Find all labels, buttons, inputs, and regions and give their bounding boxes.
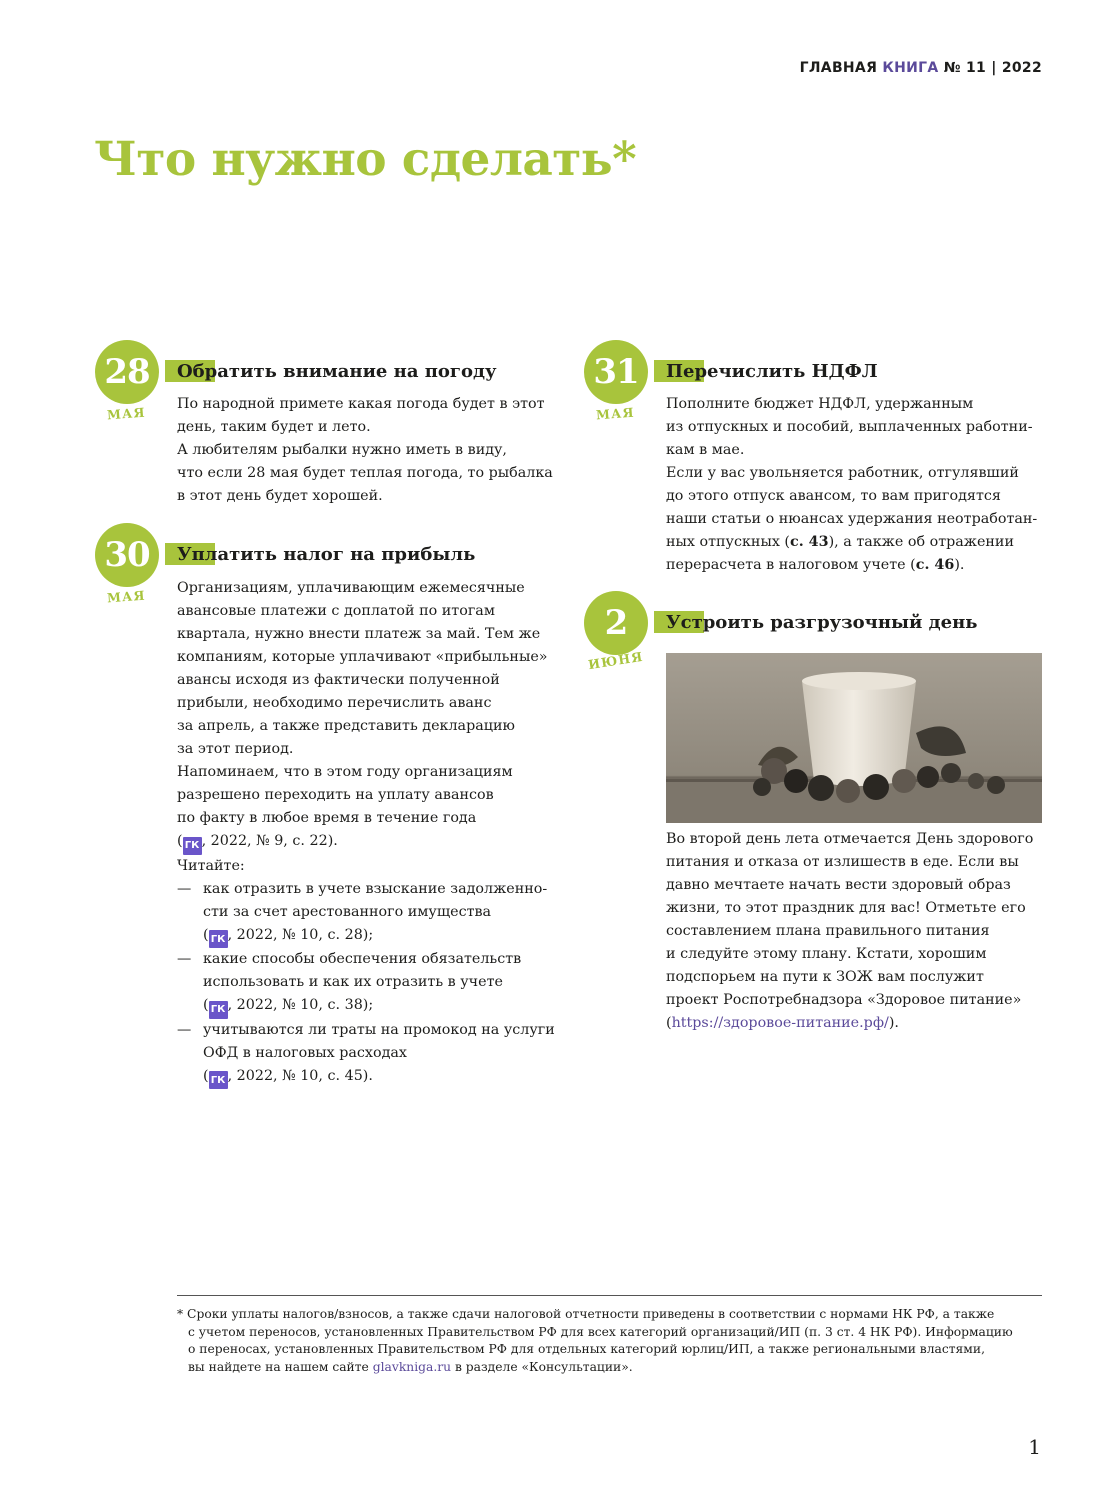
body-line: Во второй день лета отмечается День здорового (666, 831, 1034, 847)
body-line: из отпускных и пособий, выплаченных работни- (666, 419, 1033, 435)
read-item-line: ОФД в налоговых расходах (203, 1044, 407, 1061)
body-line: (https://здоровое-питание.рф/). (666, 1015, 899, 1031)
body-line: А любителям рыбалки нужно иметь в виду, (177, 442, 507, 458)
masthead-issue: № 11 | 2022 (943, 60, 1042, 76)
date-circle: 30 (95, 523, 159, 587)
entry-may-31 (584, 340, 1054, 585)
read-item-line: какие способы обеспечения обязательств (203, 951, 522, 967)
date-circle: 31 (584, 340, 648, 404)
body-line: в этот день будет хорошей. (177, 488, 383, 504)
body-line: разрешено переходить на уплату авансов (177, 787, 494, 803)
read-list-item: — как отразить в учете взыскание задолженно- сти за счет арестованного имущества ( ГК , 2022, № 10, с. 28); (177, 878, 555, 949)
entry-may-28 (95, 340, 565, 520)
body-line: за этот период. (177, 741, 294, 757)
month-label: МАЯ (595, 404, 636, 423)
smoothie-berries-image (666, 653, 1042, 823)
body-line: питания и отказа от излишеств в еде. Если вы (666, 854, 1019, 870)
masthead-title: ГЛАВНАЯ (799, 60, 878, 76)
footnote-line: * Сроки уплаты налогов/взносов, а также сдачи налоговой отчетности приведены в соответствии с нормами НК РФ, а также (177, 1307, 995, 1321)
read-item-line: как отразить в учете взыскание задолженно- (203, 880, 548, 897)
body-line: авансовые платежи с доплатой по итогам (177, 603, 495, 619)
reference-text: , 2022, № 10, с. 28); (227, 926, 374, 943)
entry-body (177, 577, 555, 1089)
page-number: 1 (1028, 1435, 1041, 1459)
gk-logo-icon: ГК (183, 837, 202, 855)
masthead (800, 60, 1042, 76)
body-line: авансы исходя из фактически полученной (177, 672, 500, 688)
footnote-line: о переносах, установленных Правительством РФ для отдельных категорий юрлиц/ИП, а также региональными властями, (188, 1342, 985, 1356)
entry-title: Перечислить НДФЛ (666, 361, 878, 382)
reference-line: ( ГК , 2022, № 10, с. 45). (203, 1065, 555, 1090)
read-item-line: использовать и как их отразить в учете (203, 974, 503, 990)
month-label: ИЮНЯ (587, 648, 645, 673)
entry-title: Устроить разгрузочный день (666, 612, 978, 633)
entry-may-30 (95, 523, 565, 1086)
body-line: По народной примете какая погода будет в этот (177, 396, 545, 412)
body-line: кам в мае. (666, 442, 745, 458)
glavkniga-link[interactable]: glavkniga.ru (372, 1359, 452, 1374)
body-line: перерасчета в налоговом учете (с. 46). (666, 557, 965, 573)
body-line: Организациям, уплачивающим ежемесячные (177, 580, 525, 596)
body-line: Напоминаем, что в этом году организациям (177, 764, 513, 780)
body-line: наши статьи о нюансах удержания неотработан- (666, 511, 1038, 527)
reference-text: , 2022, № 10, с. 38); (227, 997, 374, 1013)
gk-logo-icon: ГК (209, 1001, 228, 1019)
body-line: день, таким будет и лето. (177, 419, 371, 435)
page-ref: с. 43 (790, 534, 829, 550)
reference-line: ( ГК , 2022, № 10, с. 28); (203, 924, 555, 949)
body-line: за апрель, а также представить декларацию (177, 718, 515, 734)
entry-title: Обратить внимание на погоду (177, 361, 497, 382)
gk-logo-icon: ГК (209, 930, 228, 948)
page-ref: с. 46 (915, 557, 955, 573)
body-line: Пополните бюджет НДФЛ, удержанным (666, 396, 974, 412)
reference-line: ( ГК , 2022, № 9, с. 22). (177, 830, 555, 855)
footnote-line: вы найдете на нашем сайте glavkniga.ru в разделе «Консультации». (188, 1359, 633, 1374)
read-item-line: учитываются ли траты на промокод на услуги (203, 1021, 555, 1038)
body-line: подспорьем на пути к ЗОЖ вам послужит (666, 969, 984, 985)
read-list-item: — учитываются ли траты на промокод на услуги ОФД в налоговых расходах ( ГК , 2022, № 10, с. 45). (177, 1019, 555, 1090)
reference-text: , 2022, № 10, с. 45). (227, 1067, 373, 1084)
body-line: жизни, то этот праздник для вас! Отметьте его (666, 900, 1026, 916)
body-line: Если у вас увольняется работник, отгулявший (666, 465, 1019, 481)
read-list-item: — какие способы обеспечения обязательств использовать и как их отразить в учете ( ГК , 2022, № 10, с. 38); (177, 948, 555, 1019)
footnote-line: с учетом переносов, установленных Правительством РФ для всех категорий организаций/ИП (п. 3 ст. 4 НК РФ). Информацию (188, 1324, 1013, 1339)
read-item-line: сти за счет арестованного имущества (203, 903, 492, 920)
month-label: МАЯ (106, 404, 147, 423)
body-line: до этого отпуск авансом, то вам пригодятся (666, 488, 1001, 504)
body-line: прибыли, необходимо перечислить аванс (177, 695, 492, 711)
read-label: Читайте: (177, 857, 245, 874)
month-label: МАЯ (106, 587, 147, 606)
entry-body (666, 393, 1037, 577)
date-circle: 28 (95, 340, 159, 404)
body-line: составлением плана правильного питания (666, 923, 990, 939)
entry-body (177, 393, 553, 508)
healthy-food-link[interactable]: https://здоровое-питание.рф/ (671, 1015, 889, 1031)
body-line: компаниям, которые уплачивают «прибыльные» (177, 649, 548, 665)
page-title: Что нужно сделать* (94, 132, 637, 187)
body-line: давно мечтаете начать вести здоровый образ (666, 877, 1011, 893)
gk-logo-icon: ГК (209, 1071, 228, 1089)
entry-title: Уплатить налог на прибыль (177, 544, 476, 565)
footnote (177, 1306, 1057, 1376)
body-line: что если 28 мая будет теплая погода, то рыбалка (177, 465, 553, 481)
masthead-accent: КНИГА (882, 60, 939, 76)
body-line: ных отпускных (с. 43), а также об отражении (666, 534, 1014, 550)
body-line: по факту в любое время в течение года (177, 810, 477, 826)
body-line: проект Роспотребнадзора «Здоровое питание» (666, 992, 1022, 1008)
footnote-divider (177, 1295, 1042, 1296)
reference-text: , 2022, № 9, с. 22). (201, 833, 338, 849)
body-line: квартала, нужно внести платеж за май. Тем же (177, 626, 541, 642)
body-line: и следуйте этому плану. Кстати, хорошим (666, 946, 987, 962)
date-circle: 2 (584, 591, 648, 655)
entry-body (666, 828, 1033, 1035)
reference-line: ( ГК , 2022, № 10, с. 38); (203, 994, 555, 1019)
smoothie-berries-photo (666, 653, 1042, 823)
